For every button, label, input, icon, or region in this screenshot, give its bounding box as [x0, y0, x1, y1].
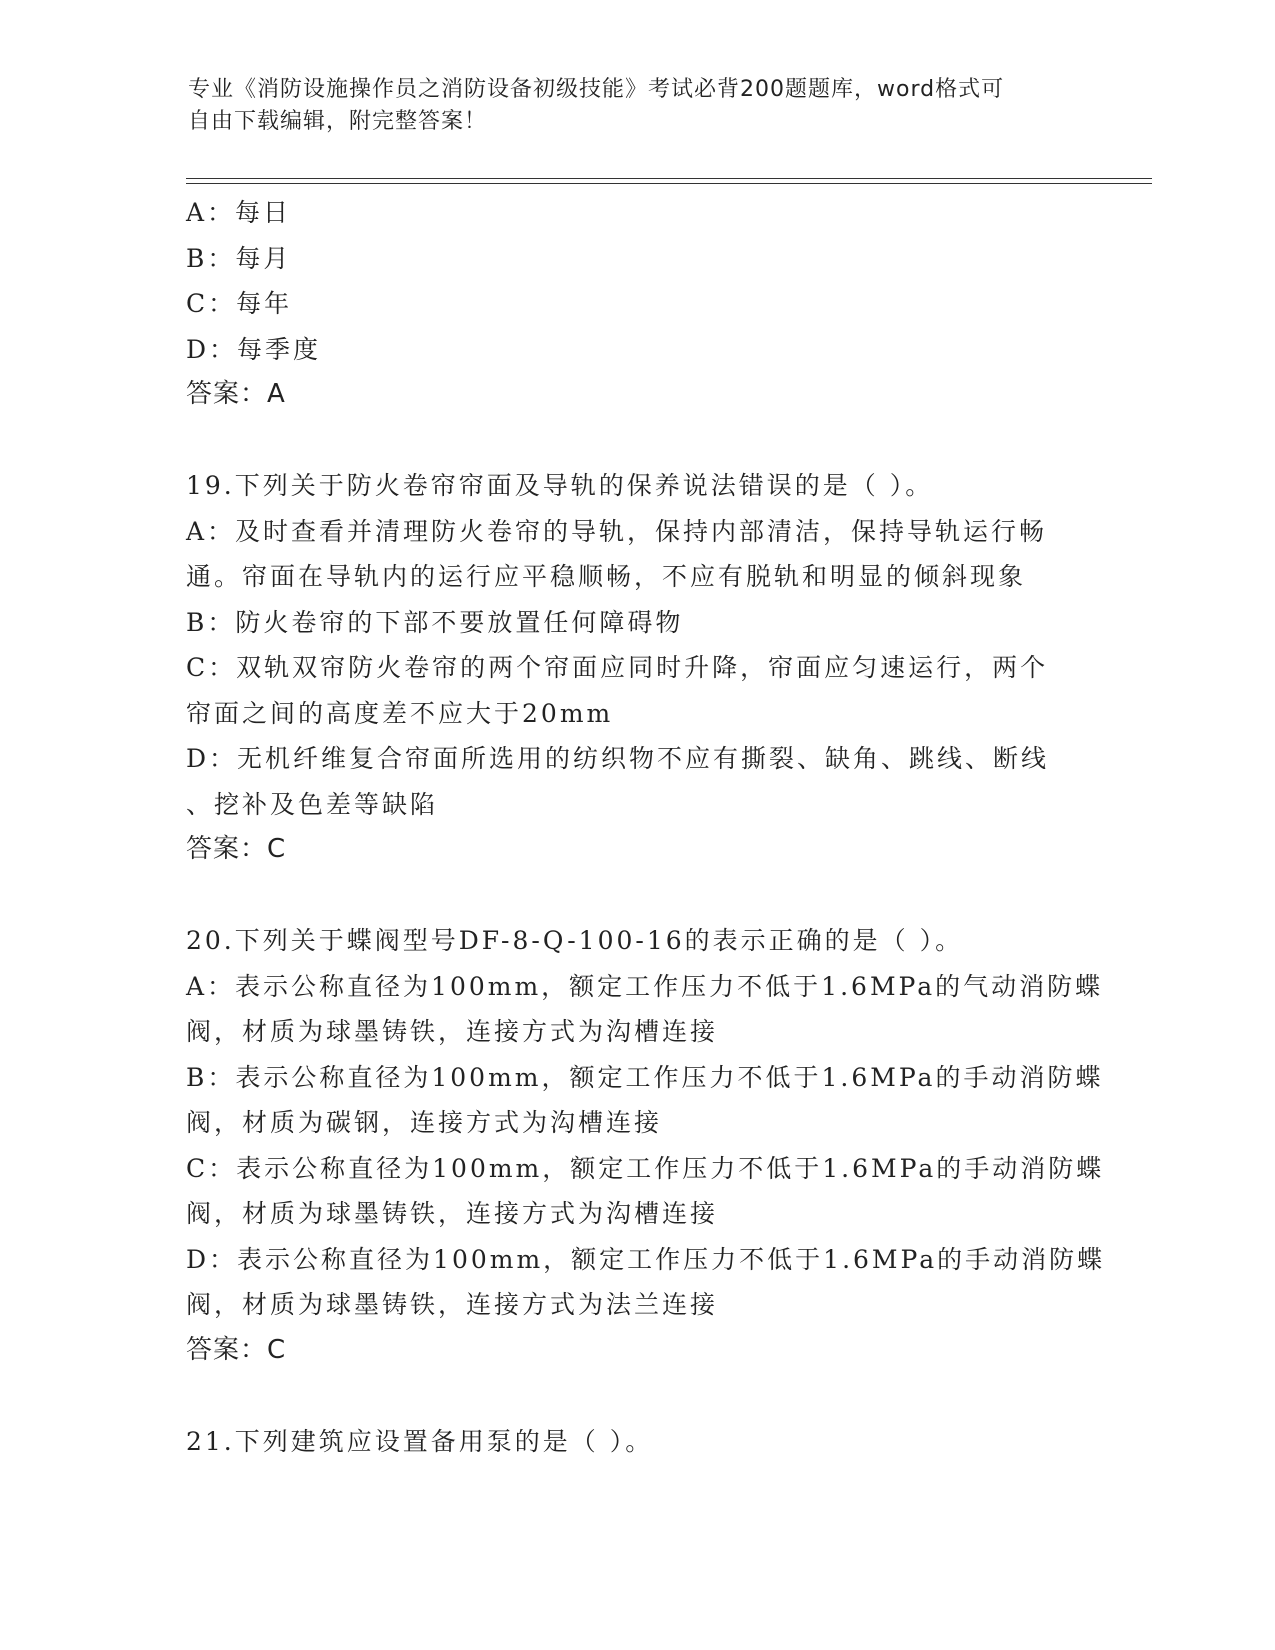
q20-stem: 20.下列关于蝶阀型号DF-8-Q-100-16的表示正确的是（ ）。	[186, 926, 964, 955]
q20-option-d-line-1: D：表示公称直径为100mm，额定工作压力不低于1.6MPa的手动消防蝶	[186, 1244, 1106, 1274]
header-line-1: 专业《消防设施操作员之消防设备初级技能》考试必背200题题库，word格式可	[188, 77, 1005, 102]
header-line-2: 自由下载编辑，附完整答案！	[188, 109, 488, 134]
q19-answer: 答案：C	[186, 834, 287, 864]
q20-option-b-line-2: 阀，材质为碳钢，连接方式为沟槽连接	[186, 1108, 663, 1137]
q19-option-a-line-2: 通。帘面在导轨内的运行应平稳顺畅，不应有脱轨和明显的倾斜现象	[186, 562, 1027, 591]
q18-option-d: D：每季度	[186, 334, 322, 364]
q20-option-c-line-1: C：表示公称直径为100mm，额定工作压力不低于1.6MPa的手动消防蝶	[186, 1153, 1105, 1183]
q19-option-c-line-1: C：双轨双帘防火卷帘的两个帘面应同时升降，帘面应匀速运行，两个	[186, 653, 1049, 682]
header-divider-top	[186, 178, 1152, 179]
q19-option-b: B：防火卷帘的下部不要放置任何障碍物	[186, 607, 684, 637]
spacer	[186, 873, 1086, 919]
q19-option-d-line-2: 、挖补及色差等缺陷	[186, 789, 439, 819]
spacer	[186, 1373, 1086, 1419]
q19-option-a-line-1: A：及时查看并清理防火卷帘的导轨，保持内部清洁，保持导轨运行畅	[186, 516, 1048, 546]
page-header	[188, 74, 1068, 138]
document-body	[186, 190, 1106, 1464]
q20-answer: 答案：C	[186, 1334, 287, 1365]
q19-stem: 19.下列关于防火卷帘帘面及导轨的保养说法错误的是（ ）。	[186, 471, 934, 500]
q20-option-a-line-2: 阀，材质为球墨铸铁，连接方式为沟槽连接	[186, 1017, 719, 1046]
q20-option-d-line-2: 阀，材质为球墨铸铁，连接方式为法兰连接	[186, 1290, 719, 1319]
q21-stem: 21.下列建筑应设置备用泵的是（ ）。	[186, 1426, 654, 1456]
q18-option-a: A：每日	[186, 198, 292, 227]
q20-option-a-line-1: A：表示公称直径为100mm，额定工作压力不低于1.6MPa的气动消防蝶	[186, 971, 1104, 1001]
q19-option-d-line-1: D：无机纤维复合帘面所选用的纺织物不应有撕裂、缺角、跳线、断线	[186, 744, 1050, 773]
header-divider-bottom	[186, 183, 1152, 184]
q18-option-b: B：每月	[186, 243, 292, 273]
q19-option-c-line-2: 帘面之间的高度差不应大于20mm	[186, 698, 614, 728]
spacer	[186, 418, 1086, 464]
q20-option-b-line-1: B：表示公称直径为100mm，额定工作压力不低于1.6MPa的手动消防蝶	[186, 1062, 1104, 1092]
q18-option-c: C：每年	[186, 289, 293, 318]
q18-answer: 答案：A	[186, 379, 286, 409]
q20-option-c-line-2: 阀，材质为球墨铸铁，连接方式为沟槽连接	[186, 1199, 719, 1228]
